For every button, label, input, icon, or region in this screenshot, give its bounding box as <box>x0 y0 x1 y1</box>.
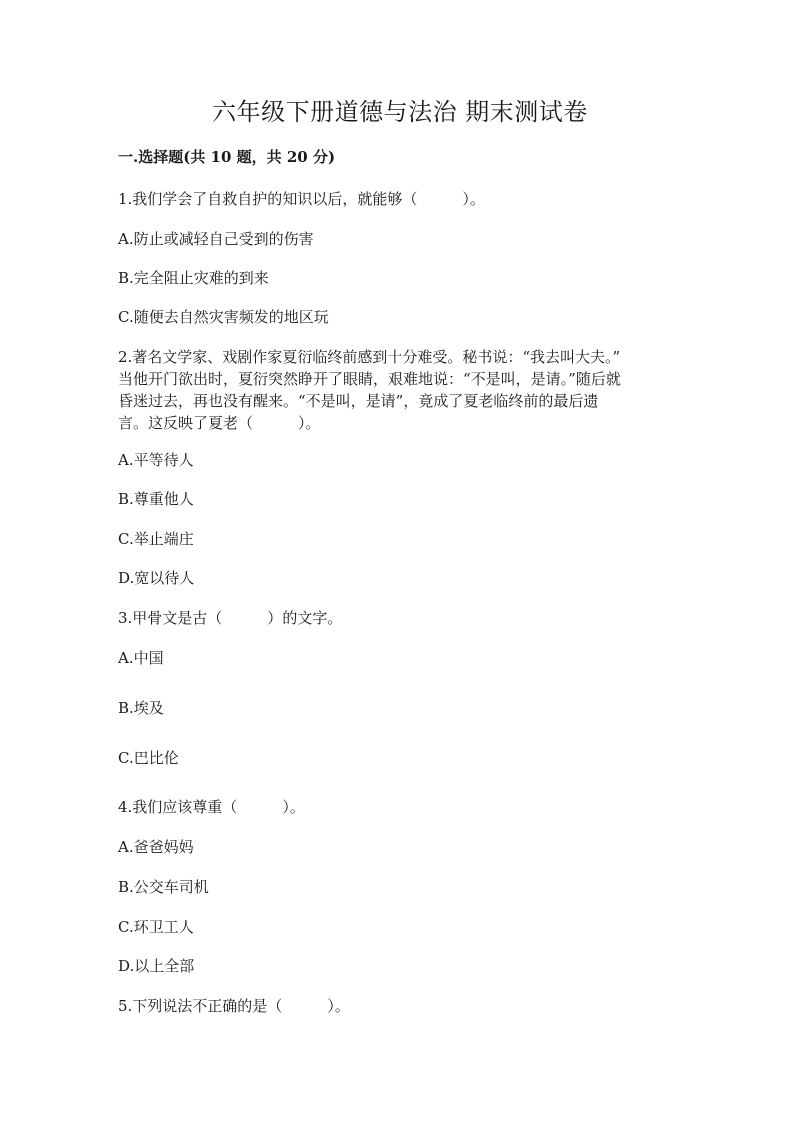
page-title: 六年级下册道德与法治 期末测试卷 <box>212 98 588 126</box>
question-3-option-a: A.中国 <box>118 649 164 667</box>
question-3-stem: 3.甲骨文是古（ ）的文字。 <box>118 609 343 627</box>
question-1-option-c: C.随便去自然灾害频发的地区玩 <box>118 308 329 326</box>
section-heading: 一.选择题(共 10 题，共 20 分) <box>118 148 336 166</box>
question-2-stem-line: 当他开门欲出时，夏衍突然睁开了眼睛，艰难地说：“不是叫，是请。”随后就 <box>118 370 621 388</box>
question-4-option-d: D.以上全部 <box>118 957 195 975</box>
question-2-option-a: A.平等待人 <box>118 451 194 469</box>
question-1-option-a: A.防止或减轻自己受到的伤害 <box>118 230 314 248</box>
question-2-stem-line: 昏迷过去，再也没有醒来。“不是叫，是请”，竟成了夏老临终前的最后遗 <box>118 392 599 410</box>
question-2-option-d: D.宽以待人 <box>118 569 195 587</box>
question-3-option-c: C.巴比伦 <box>118 749 179 767</box>
question-5-stem: 5.下列说法不正确的是（ ）。 <box>118 997 350 1015</box>
question-2-option-b: B.尊重他人 <box>118 490 194 508</box>
question-4-stem: 4.我们应该尊重（ ）。 <box>118 798 305 816</box>
question-1-stem: 1.我们学会了自救自护的知识以后，就能够（ ）。 <box>118 190 485 208</box>
question-1-option-b: B.完全阻止灾难的到来 <box>118 269 269 287</box>
question-4-option-c: C.环卫工人 <box>118 918 194 936</box>
question-2-stem-line: 言。这反映了夏老（ ）。 <box>118 414 321 432</box>
question-4-option-b: B.公交车司机 <box>118 878 209 896</box>
question-4-option-a: A.爸爸妈妈 <box>118 838 194 856</box>
question-2-option-c: C.举止端庄 <box>118 530 194 548</box>
question-3-option-b: B.埃及 <box>118 699 164 717</box>
question-2-stem-line: 2.著名文学家、戏剧作家夏衍临终前感到十分难受。秘书说：“我去叫大夫。” <box>118 348 621 366</box>
question-2-stem <box>118 346 690 434</box>
